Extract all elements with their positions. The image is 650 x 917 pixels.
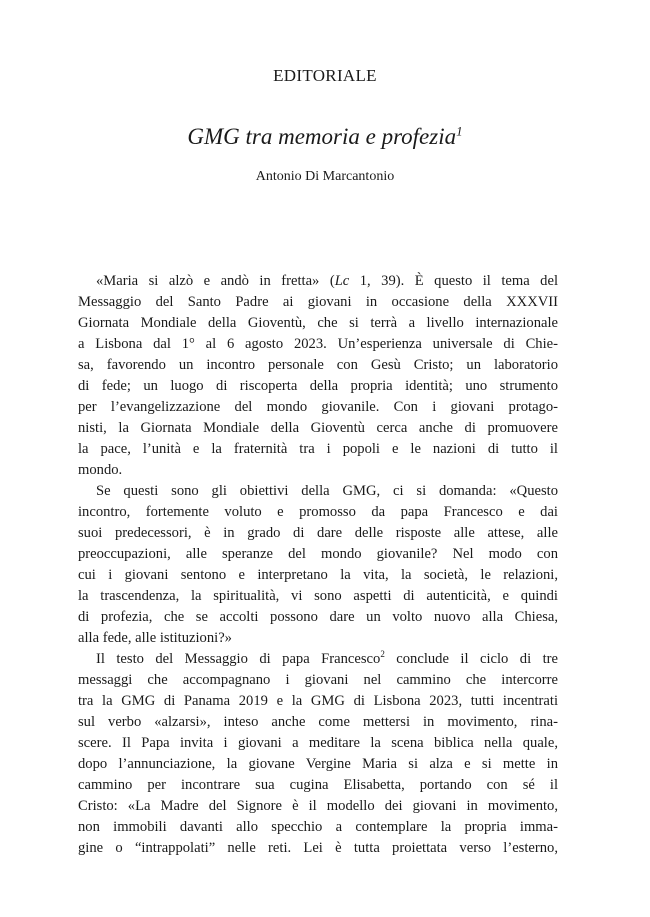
text-line: di profezia, che se accolti possono dare un volto nuovo alla Chiesa, [78, 609, 558, 625]
text-line: alla fede, alle istituzioni?» [78, 630, 232, 646]
text-line: nisti, la Giornata Mondiale della Gioventù cerca anche di promuovere [78, 420, 558, 436]
text-line: mondo. [78, 462, 123, 478]
text-line: incontro, fortemente voluto e promosso da papa Francesco e dai [78, 504, 558, 520]
title-footnote-marker: 1 [456, 123, 463, 139]
text-line: dopo l’annunciazione, la giovane Vergine Maria si alza e si mette in [78, 756, 558, 772]
author-name: Antonio Di Marcantonio [255, 169, 395, 184]
article-title [0, 124, 650, 150]
text-line: di fede; un luogo di riscoperta della propria identità; uno strumento [78, 378, 558, 394]
paragraph-1 [78, 271, 558, 481]
text-line [78, 649, 558, 670]
article-body [78, 271, 558, 859]
text-line: messaggi che accompagnano i giovani nel cammino che intercorre [78, 672, 558, 688]
text-line: gine o “intrappolati” nelle reti. Lei è tutta proiettata verso l’esterno, [78, 840, 558, 856]
text-fragment: Il testo del Messaggio di papa Francesco [96, 651, 381, 667]
text-line: Messaggio del Santo Padre ai giovani in occasione della XXXVII [78, 294, 558, 310]
footnote-marker: 2 [380, 649, 385, 660]
text-line: Cristo: «La Madre del Signore è il modello dei giovani in movimento, [78, 798, 558, 814]
text-line: Giornata Mondiale della Gioventù, che si terrà a livello internazionale [78, 315, 558, 331]
text-fragment: conclude il ciclo di tre [384, 651, 558, 667]
text-line: sa, favorendo un incontro personale con Gesù Cristo; un laboratorio [78, 357, 558, 373]
paragraph-3 [78, 649, 558, 859]
article-title-text: GMG tra memoria e profezia [187, 124, 457, 149]
text-line: cui i giovani sentono e interpretano la vita, la società, le relazioni, [78, 567, 558, 583]
text-line: sul verbo «alzarsi», inteso anche come mettersi in movimento, rina- [78, 714, 558, 730]
text-line: la pace, l’unità e la fraternità tra i popoli e le nazioni di tutto il [78, 441, 558, 457]
text-line: scere. Il Papa invita i giovani a meditare la scena biblica nella quale, [78, 735, 558, 751]
text-line: a Lisbona dal 1° al 6 agosto 2023. Un’esperienza universale di Chie- [78, 336, 558, 352]
text-line: «Maria si alzò e andò in fretta» (Lc 1, 39). È questo il tema del [96, 273, 559, 289]
citation-ref: Lc [334, 273, 350, 289]
text-line: tra la GMG di Panama 2019 e la GMG di Lisbona 2023, tutti incentrati [78, 693, 558, 709]
text-line: suoi predecessori, è in grado di dare delle risposte alle attese, alle [78, 525, 558, 541]
text-line: cammino per incontrare sua cugina Elisabetta, portando con sé il [78, 777, 558, 793]
text-line: per l’evangelizzazione del mondo giovanile. Con i giovani protago- [78, 399, 558, 415]
text-line: la trascendenza, la spiritualità, vi sono aspetti di autenticità, e quindi [78, 588, 558, 604]
text-line: non immobili davanti allo specchio a contemplare la propria imma- [78, 819, 558, 835]
text-line: preoccupazioni, alle speranze del mondo giovanile? Nel modo con [78, 546, 558, 562]
text-line: Se questi sono gli obiettivi della GMG, ci si domanda: «Questo [96, 483, 558, 499]
section-label: EDITORIALE [273, 66, 377, 85]
paragraph-2 [78, 481, 558, 649]
